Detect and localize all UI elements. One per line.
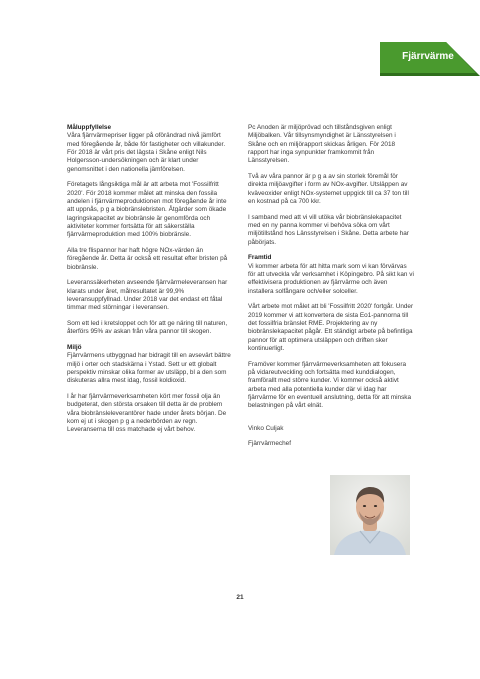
body-paragraph: Alla tre flispannor har haft högre NOx-värden än föregående år. Detta är också ett resultat efter bristen på biobränsle. bbox=[67, 247, 228, 271]
section-heading: Miljö bbox=[67, 344, 82, 352]
body-paragraph: I samband med att vi vill utöka vår biobränslekapacitet med en ny panna kommer vi behöva söka om vårt miljötillstånd hos Länsstyrelsen i Skåne. Detta arbete har påbörjats. bbox=[248, 213, 409, 246]
page-number: 21 bbox=[236, 594, 244, 601]
section-heading: Måluppfyllelse bbox=[67, 124, 112, 131]
body-paragraph: Fjärrvärmens utbyggnad har bidragit till en avsevärt bättre miljö i orter och stadskärna i Ystad. Sett ur ett globalt perspektiv minskar olika former av utsläpp, bl a den som diskuteras allra mest idag, fossil koldioxid. bbox=[67, 352, 231, 385]
body-paragraph: I år har fjärrvärmeverksamheten kört mer fossil olja än budgeterat, den största orsaken till detta är de problem våra biobränsleleverantörer hade under årets början. De kom ej ut i skogen p g a nederbörden av regn. Leveranserna till oss matchade ej vårt behov. bbox=[67, 393, 227, 434]
body-paragraph: Leveranssäkerheten avseende fjärrvärmeleveransen har klarats under året, målresultatet är 99,9% leveransuppfyllnad. Under 2018 var det endast ett fåtal timmar med störningar i leveransen. bbox=[67, 279, 228, 312]
left-column bbox=[67, 124, 233, 442]
section-heading: Framtid bbox=[248, 254, 272, 262]
body-paragraph: Företagets långsiktiga mål är att arbeta mot 'Fossilfritt 2020'. För 2018 kommer målet att minska den fossila andelen i fjärrvärmeproduktionen mot föregående år inte att uppnås, p g a biobränslebristen. Åtgärder som ökade lagringskapacitet av biobränsle är genomförda och aktiviteter kommer fortsätta för att säkerställa fjärrvärmeproduktion med 100% biobränsle. bbox=[67, 181, 227, 239]
right-column bbox=[248, 124, 414, 456]
body-paragraph: Vi kommer arbeta för att hitta mark som vi kan förvärvas för att utveckla vår verksamhet i Köpingebro. På sikt kan vi effektivisera produktionen av fjärrvärme och även installera solfångare och/eller solceller. bbox=[248, 262, 414, 295]
body-paragraph: Framöver kommer fjärrvärmeverksamheten att fokusera på vidareutveckling och fortsätta med kunddialogen, framförallt med större kunder. Vi kommer också aktivt arbeta med alla potentiella kunder där vi idag har fjärrvärme för en eventuell anslutning, detta för att minska belastningen på vårt elnät. bbox=[248, 360, 412, 410]
body-paragraph: Som ett led i kretsloppet och för att ge näring till naturen, återförs 95% av askan från våra pannor till skogen. bbox=[67, 320, 228, 336]
body-paragraph: Två av våra pannor är p g a av sin storlek föremål för direkta miljöavgifter i form av NOx-avgifter. Utsläppen av kväveoxider enligt NOx-systemet uppgick till ca 37 ton till en kostnad på ca 700 kkr. bbox=[248, 173, 409, 206]
body-paragraph: Vårt arbete mot målet att bli 'Fossilfritt 2020' fortgår. Under 2019 kommer vi att konvertera de sista Eo1-pannorna till det fossilfria bränslet RME. Projektering av ny biobränslekapacitet pågår. Ett ständigt arbete på befintliga pannor för att optimera utsläppen och driften sker kontinuerligt. bbox=[248, 303, 414, 353]
signature-block bbox=[248, 425, 414, 449]
body-paragraph: Pc Anoden är miljöprövad och tillståndsgiven enligt Miljöbalken. Vår tillsynsmyndighet är Länsstyrelsen i Skåne och en miljörapport skickas årligen. För 2018 rapport har inga synpunkter framkommit från Länsstyrelsen. bbox=[248, 124, 396, 165]
section-tab-label: Fjärrvärme bbox=[402, 51, 454, 62]
signature-title: Fjärrvärmechef bbox=[248, 440, 291, 448]
section-tab bbox=[380, 42, 480, 76]
signature-name: Vinko Culjak bbox=[248, 424, 284, 432]
body-paragraph: Våra fjärrvärmepriser ligger på oförändrad nivå jämfört med föregående år, både för fastigheter och villakunder. För 2018 är vårt pris det lägsta i Skåne enligt Nils Holgersson-undersökningen och är klart under genomsnittet i den nationella jämförelsen. bbox=[67, 132, 226, 173]
portrait-photo bbox=[330, 475, 410, 555]
